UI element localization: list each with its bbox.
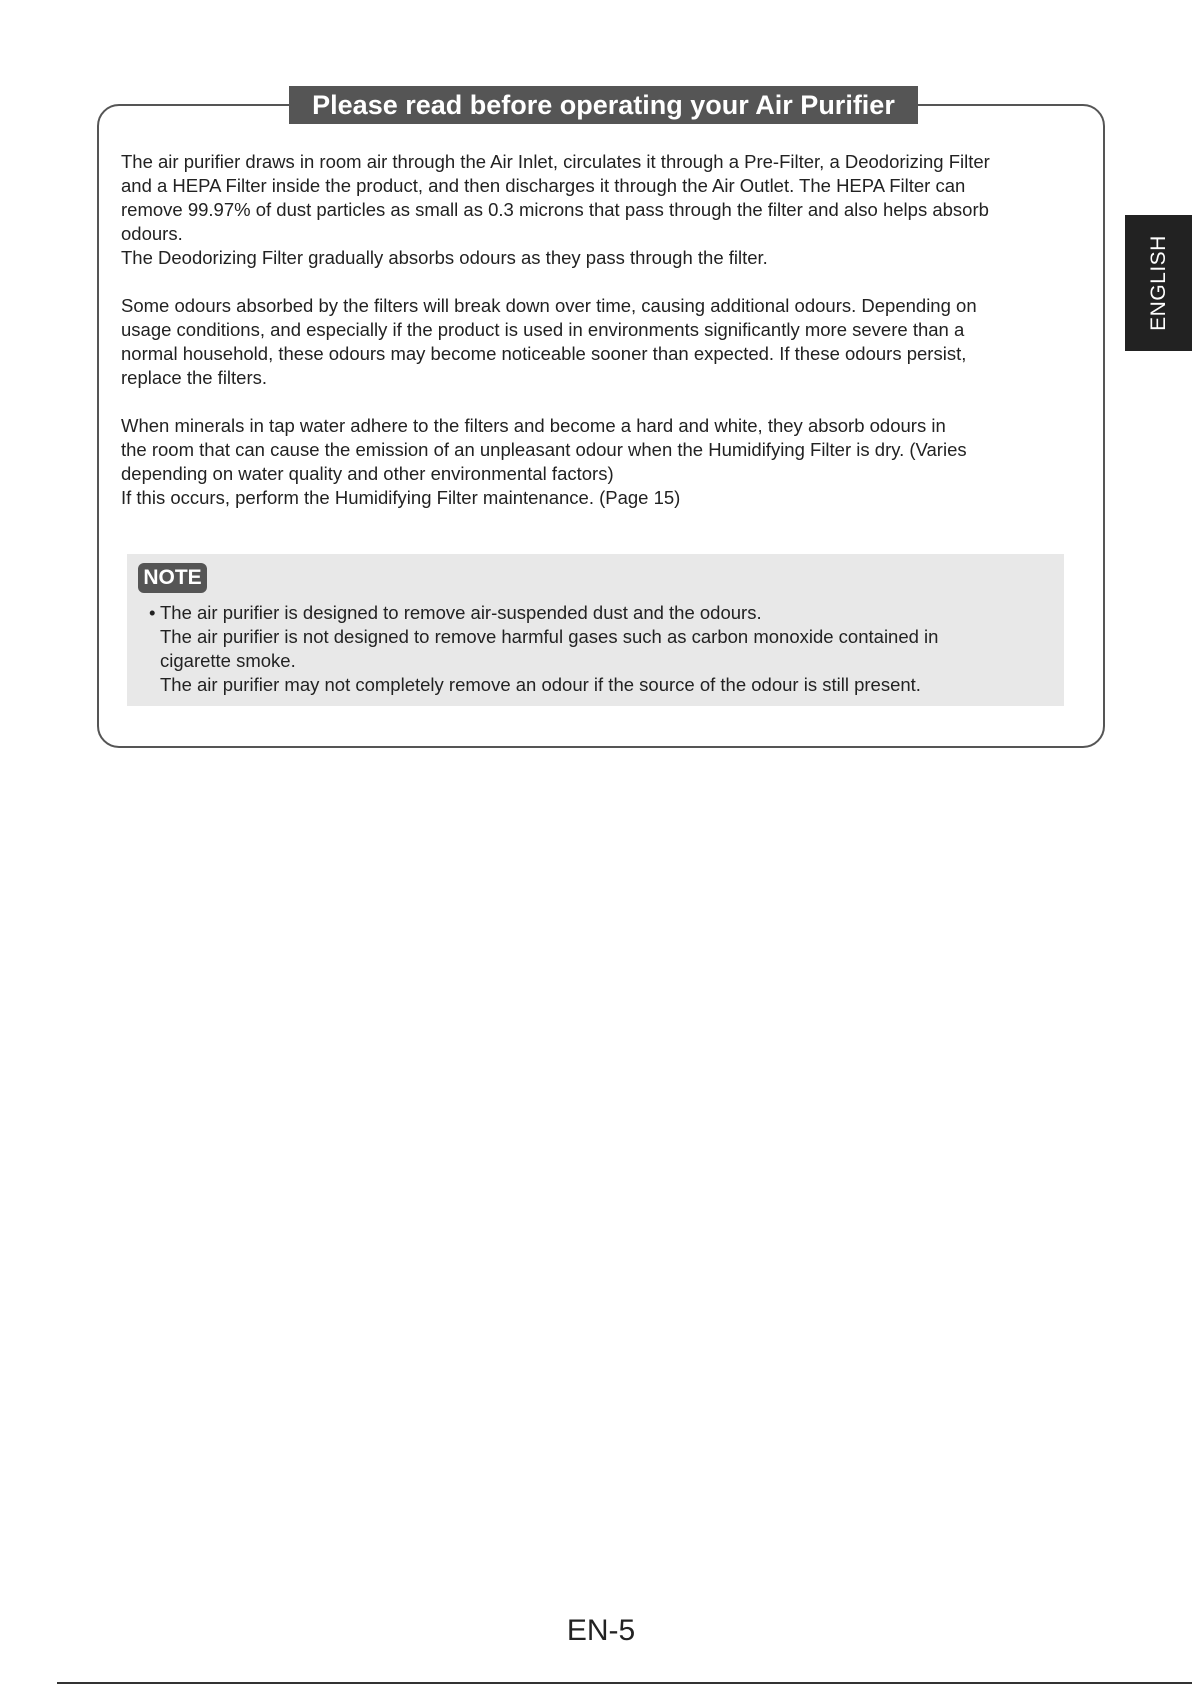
- paragraph-line: Some odours absorbed by the filters will break down over time, causing additional odours. Depending on: [121, 295, 977, 316]
- paragraph-line: and a HEPA Filter inside the product, and then discharges it through the Air Outlet. The HEPA Filter can: [121, 175, 966, 196]
- note-line: The air purifier is designed to remove air-suspended dust and the odours.: [160, 602, 762, 623]
- paragraph-filter-overview: [121, 150, 1066, 270]
- body-text: [121, 150, 1066, 534]
- page-title: Please read before operating your Air Purifier: [289, 86, 918, 124]
- note-line: The air purifier may not completely remove an odour if the source of the odour is still present.: [160, 674, 921, 695]
- paragraph-line: usage conditions, and especially if the product is used in environments significantly more severe than a: [121, 319, 965, 340]
- bottom-rule: [57, 1682, 1192, 1684]
- paragraph-line: odours.: [121, 223, 183, 244]
- note-box: [127, 554, 1064, 706]
- note-item: [160, 601, 1049, 697]
- paragraph-line: If this occurs, perform the Humidifying Filter maintenance. (Page 15): [121, 487, 681, 508]
- paragraph-line: the room that can cause the emission of an unpleasant odour when the Humidifying Filter is dry. (Varies: [121, 439, 967, 460]
- paragraph-line: When minerals in tap water adhere to the filters and become a hard and white, they absorb odours in: [121, 415, 946, 436]
- note-badge: NOTE: [138, 563, 207, 593]
- note-list: [149, 601, 1049, 697]
- language-tab: [1125, 215, 1192, 351]
- paragraph-line: normal household, these odours may become noticeable sooner than expected. If these odours persist,: [121, 343, 967, 364]
- paragraph-odour-breakdown: [121, 294, 1066, 390]
- page-number: EN-5: [566, 1614, 636, 1647]
- note-line: cigarette smoke.: [160, 650, 296, 671]
- paragraph-line: depending on water quality and other environmental factors): [121, 463, 614, 484]
- language-tab-label: ENGLISH: [1146, 235, 1170, 331]
- paragraph-line: replace the filters.: [121, 367, 268, 388]
- paragraph-line: The air purifier draws in room air through the Air Inlet, circulates it through a Pre-Filter, a Deodorizing Filter: [121, 151, 990, 172]
- paragraph-mineral-deposits: [121, 414, 1066, 510]
- paragraph-line: remove 99.97% of dust particles as small as 0.3 microns that pass through the filter and also helps absorb: [121, 199, 989, 220]
- note-line: The air purifier is not designed to remove harmful gases such as carbon monoxide contained in: [160, 626, 939, 647]
- bullet-icon: •: [149, 602, 156, 623]
- paragraph-line: The Deodorizing Filter gradually absorbs odours as they pass through the filter.: [121, 247, 768, 268]
